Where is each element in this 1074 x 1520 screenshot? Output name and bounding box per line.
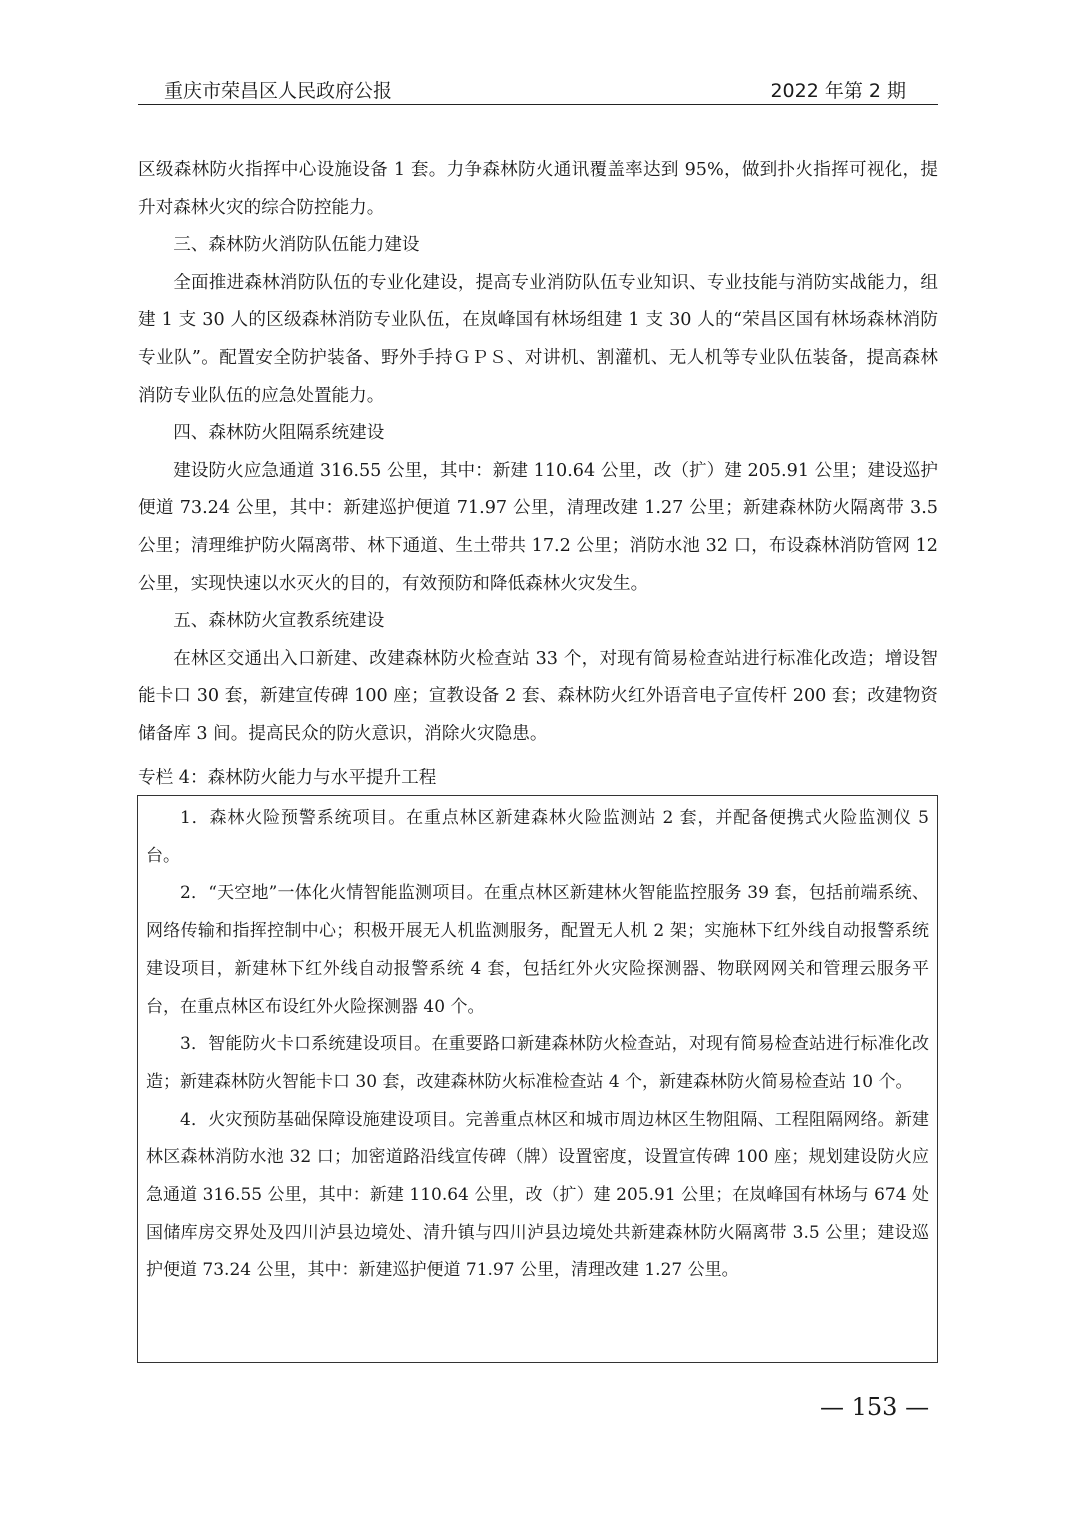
page-number: — 153 —: [820, 1393, 930, 1421]
project-box: [137, 795, 938, 1363]
paragraph: 全面推进森林消防队伍的专业化建设，提高专业消防队伍专业知识、专业技能与消防实战能力，组建 1 支 30 人的区级森林消防专业队伍，在岚峰国有林场组建 1 支 30 人的“荣昌区国有林场森林消防专业队”。配置安全防护装备、野外手持ＧＰＳ、对讲机、割灌机、无人机等专业队伍装备，提高森林消防专业队伍的应急处置能力。: [138, 272, 938, 406]
paragraph: 在林区交通出入口新建、改建森林防火检查站 33 个，对现有简易检查站进行标准化改造；增设智能卡口 30 套，新建宣传碑 100 座；宣教设备 2 套、森林防火红外语音电子宣传杆 200 套；改建物资储备库 3 间。提高民众的防火意识，消除火灾隐患。: [138, 648, 938, 744]
box-title: 专栏 4：森林防火能力与水平提升工程: [138, 768, 437, 788]
box-item: 1．森林火险预警系统项目。在重点林区新建森林火险监测站 2 套，并配备便携式火险监测仪 5 台。: [146, 808, 929, 866]
box-item: 4．火灾预防基础保障设施建设项目。完善重点林区和城市周边林区生物阻隔、工程阻隔网络。新建林区森林消防水池 32 口；加密道路沿线宣传碑（牌）设置密度，设置宣传碑 100 座；规划建设防火应急通道 316.55 公里，其中：新建 110.64 公里，改（扩）建 205.91 公里；在岚峰国有林场与 674 处国储库房交界处及四川泸县边境处、清升镇与四川泸县边境处共新建森林防火隔离带 3.5 公里；建设巡护便道 73.24 公里，其中：新建巡护便道 71.97 公里，清理改建 1.27 公里。: [146, 1109, 929, 1281]
section-heading-4: 四、森林防火阻隔系统建设: [173, 423, 385, 444]
page-header: [138, 72, 938, 105]
section-heading-3: 三、森林防火消防队伍能力建设: [173, 235, 420, 256]
box-item: 2．“天空地”一体化火情智能监测项目。在重点林区新建林火智能监控服务 39 套，包括前端系统、网络传输和指挥控制中心；积极开展无人机监测服务，配置无人机 2 架；实施林下红外线自动报警系统建设项目，新建林下红外线自动报警系统 4 套，包括红外火灾险探测器、物联网网关和管理云服务平台，在重点林区布设红外火险探测器 40 个。: [146, 883, 929, 1017]
section-heading-5: 五、森林防火宣教系统建设: [173, 611, 385, 632]
paragraph-continued: 区级森林防火指挥中心设施设备 1 套。力争森林防火通讯覆盖率达到 95%，做到扑火指挥可视化，提升对森林火灾的综合防控能力。: [138, 160, 938, 218]
paragraph: 建设防火应急通道 316.55 公里，其中：新建 110.64 公里，改（扩）建 205.91 公里；建设巡护便道 73.24 公里，其中：新建巡护便道 71.97 公里，清理改建 1.27 公里；新建森林防火隔离带 3.5 公里；清理维护防火隔离带、林下通道、生土带共 17.2 公里；消防水池 32 口，布设森林消防管网 12 公里，实现快速以水灭火的目的，有效预防和降低森林火灾发生。: [138, 460, 938, 594]
issue-number: 2022 年第 2 期: [770, 80, 906, 102]
gazette-title: 重庆市荣昌区人民政府公报: [164, 80, 393, 102]
body-text: [138, 152, 938, 754]
box-item: 3．智能防火卡口系统建设项目。在重要路口新建森林防火检查站，对现有简易检查站进行标准化改造；新建森林防火智能卡口 30 套，改建森林防火标准检查站 4 个，新建森林防火简易检查站 10 个。: [146, 1034, 929, 1092]
